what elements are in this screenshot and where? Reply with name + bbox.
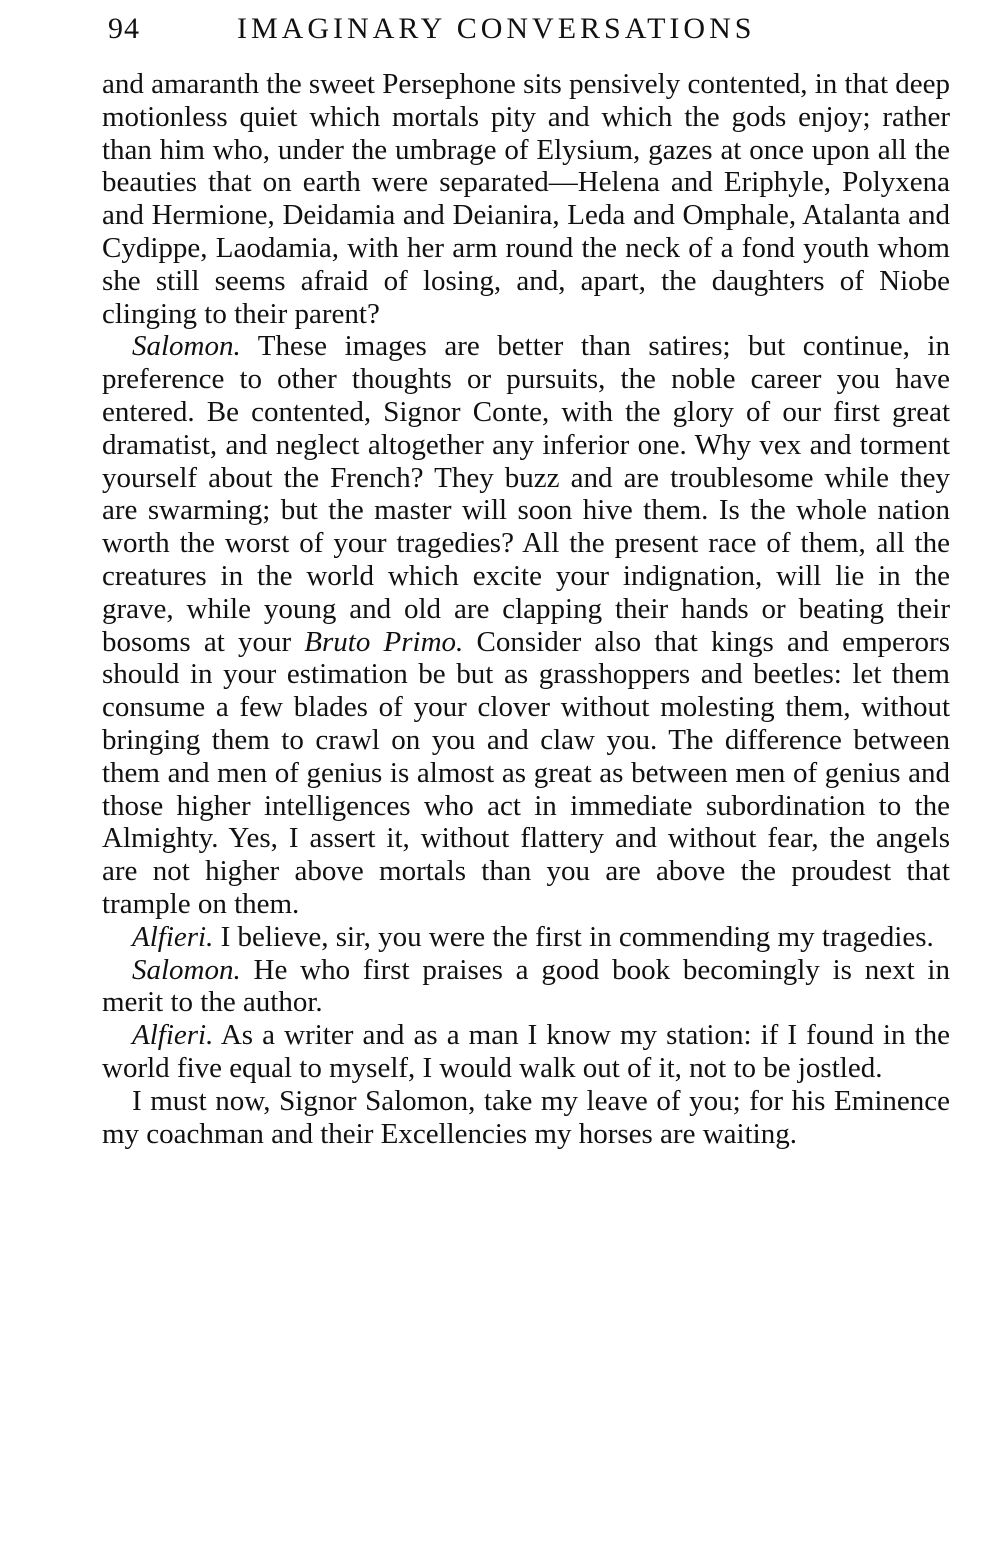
- paragraph-text: These images are better than satires; but continue, in preference to other thoughts or pursuits, the noble career you have entered. Be contented, Signor Conte, with the glory of our first great dramatist, and neglect altogether any inferior one. Why vex and torment yourself about the French? They buzz and are troublesome while they are swarming; but the master will soon hive them. Is the whole nation worth the worst of your tragedies? All the present race of them, all the creatures in the world which excite your indignation, will lie in the grave, while young and old are clapping their hands or beating their bosoms at your: [102, 330, 950, 658]
- speaker-name: Alfieri.: [132, 920, 214, 953]
- speaker-name: Alfieri.: [132, 1019, 214, 1052]
- work-title: Bruto Primo.: [304, 625, 464, 658]
- paragraph-text: I believe, sir, you were the first in commending my tragedies.: [213, 920, 934, 953]
- body-text: [102, 68, 950, 1150]
- speaker-name: Salomon.: [132, 953, 241, 986]
- paragraph-alfieri-reply: [102, 921, 950, 954]
- paragraph-salomon-reply: [102, 954, 950, 1020]
- paragraph-text: I must now, Signor Salomon, take my leave of you; for his Eminence my coachman and their Excellencies my horses are waiting.: [102, 1084, 950, 1150]
- paragraph-text: Consider also that kings and emperors should in your estimation be but as grasshoppers and beetles: let them consume a few blades of your clover without molesting them, without bringing them to crawl on you and claw you. The difference between them and men of genius is almost as great as between men of genius and those higher intelligences who act in immediate subordination to the Almighty. Yes, I assert it, without flattery and without fear, the angels are not higher above mortals than you are above the proudest that trample on them.: [102, 625, 951, 920]
- speaker-name: Salomon.: [132, 330, 241, 363]
- page-number: 94: [108, 12, 140, 45]
- paragraph-alfieri-station: [102, 1019, 950, 1085]
- paragraph-salomon-speech: [102, 330, 950, 920]
- paragraph-text: As a writer and as a man I know my station: if I found in the world five equal to myself, I would walk out of it, not to be jostled.: [102, 1019, 950, 1084]
- running-head: [102, 8, 950, 50]
- paragraph-continuation: [102, 68, 950, 330]
- paragraph-text: and amaranth the sweet Persephone sits pensively contented, in that deep motionless quiet which mortals pity and which the gods enjoy; rather than him who, under the umbrage of Elysium, gazes at once upon all the beauties that on earth were separated—Helena and Eriphyle, Polyxena and Hermione, Deidamia and Deianira, Leda and Omphale, Atalanta and Cydippe, Laodamia, with her arm round the neck of a fond youth whom she still seems afraid of losing, and, apart, the daughters of Niobe clinging to their parent?: [102, 68, 950, 330]
- book-page: [102, 8, 950, 1150]
- paragraph-text: He who first praises a good book becomingly is next in merit to the author.: [102, 953, 950, 1019]
- paragraph-farewell: [102, 1085, 950, 1151]
- running-title: IMAGINARY CONVERSATIONS: [237, 12, 756, 45]
